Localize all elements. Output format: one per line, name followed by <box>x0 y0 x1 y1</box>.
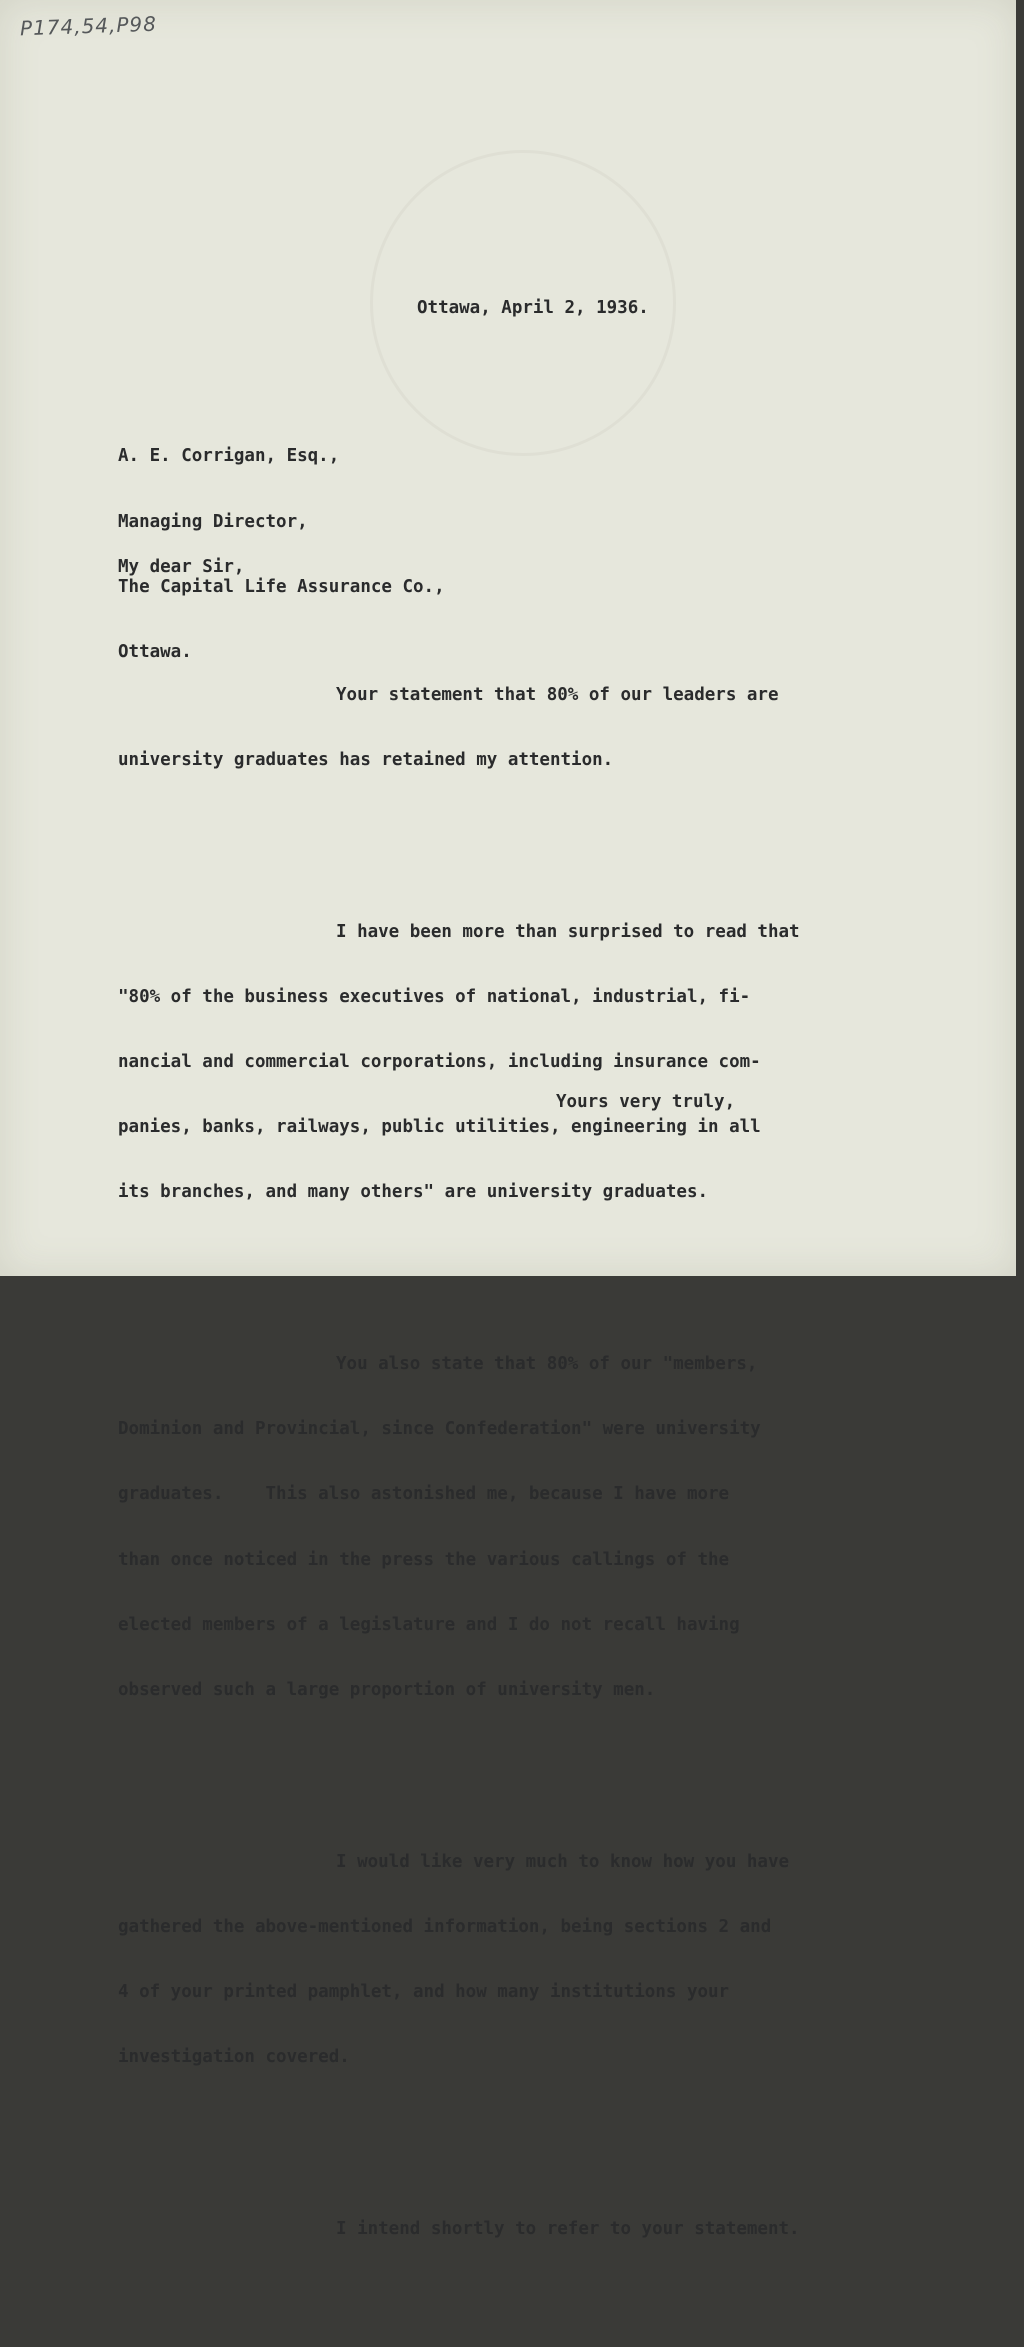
body-line: panies, banks, railways, public utilities, engineering in all <box>118 1117 761 1138</box>
paragraph-3 <box>118 1311 800 1745</box>
letter-body <box>118 598 800 2347</box>
body-line: I would like very much to know how you have <box>336 1851 790 1872</box>
body-line: investigation covered. <box>118 2047 350 2067</box>
body-line: You also state that 80% of our "members, <box>336 1354 758 1375</box>
body-line: observed such a large proportion of university men. <box>118 1679 656 1700</box>
paragraph-5 <box>118 2176 800 2285</box>
address-line: A. E. Corrigan, Esq., <box>118 446 340 467</box>
salutation: My dear Sir, <box>118 557 245 577</box>
body-line: I have been more than surprised to read that <box>336 921 800 942</box>
body-line: 4 of your printed pamphlet, and how many institutions your <box>118 1981 730 2002</box>
body-line: I intend shortly to refer to your statement. <box>336 2218 800 2239</box>
address-line: Ottawa. <box>118 641 192 662</box>
letter-date: Ottawa, April 2, 1936. <box>417 298 649 318</box>
body-line: its branches, and many others" are university graduates. <box>118 1182 709 1203</box>
paragraph-2 <box>118 878 800 1247</box>
complimentary-closing: Yours very truly, <box>556 1092 736 1112</box>
body-line: than once noticed in the press the various callings of the <box>118 1549 730 1570</box>
address-line: Managing Director, <box>118 511 308 532</box>
address-line: The Capital Life Assurance Co., <box>118 576 445 597</box>
paragraph-1 <box>118 641 800 815</box>
paragraph-4 <box>118 1808 800 2112</box>
archive-reference-handwritten: P174,54,P98 <box>19 11 158 41</box>
body-line: "80% of the business executives of national, industrial, fi- <box>118 986 751 1007</box>
body-line: gathered the above-mentioned information, being sections 2 and <box>118 1916 772 1937</box>
body-line: nancial and commercial corporations, including insurance com- <box>118 1052 761 1073</box>
body-line: university graduates has retained my attention. <box>118 749 614 770</box>
body-line: Your statement that 80% of our leaders are <box>336 684 779 705</box>
body-line: graduates. This also astonished me, because I have more <box>118 1484 730 1505</box>
body-line: elected members of a legislature and I do not recall having <box>118 1614 740 1635</box>
body-line: Dominion and Provincial, since Confederation" were university <box>118 1419 761 1440</box>
